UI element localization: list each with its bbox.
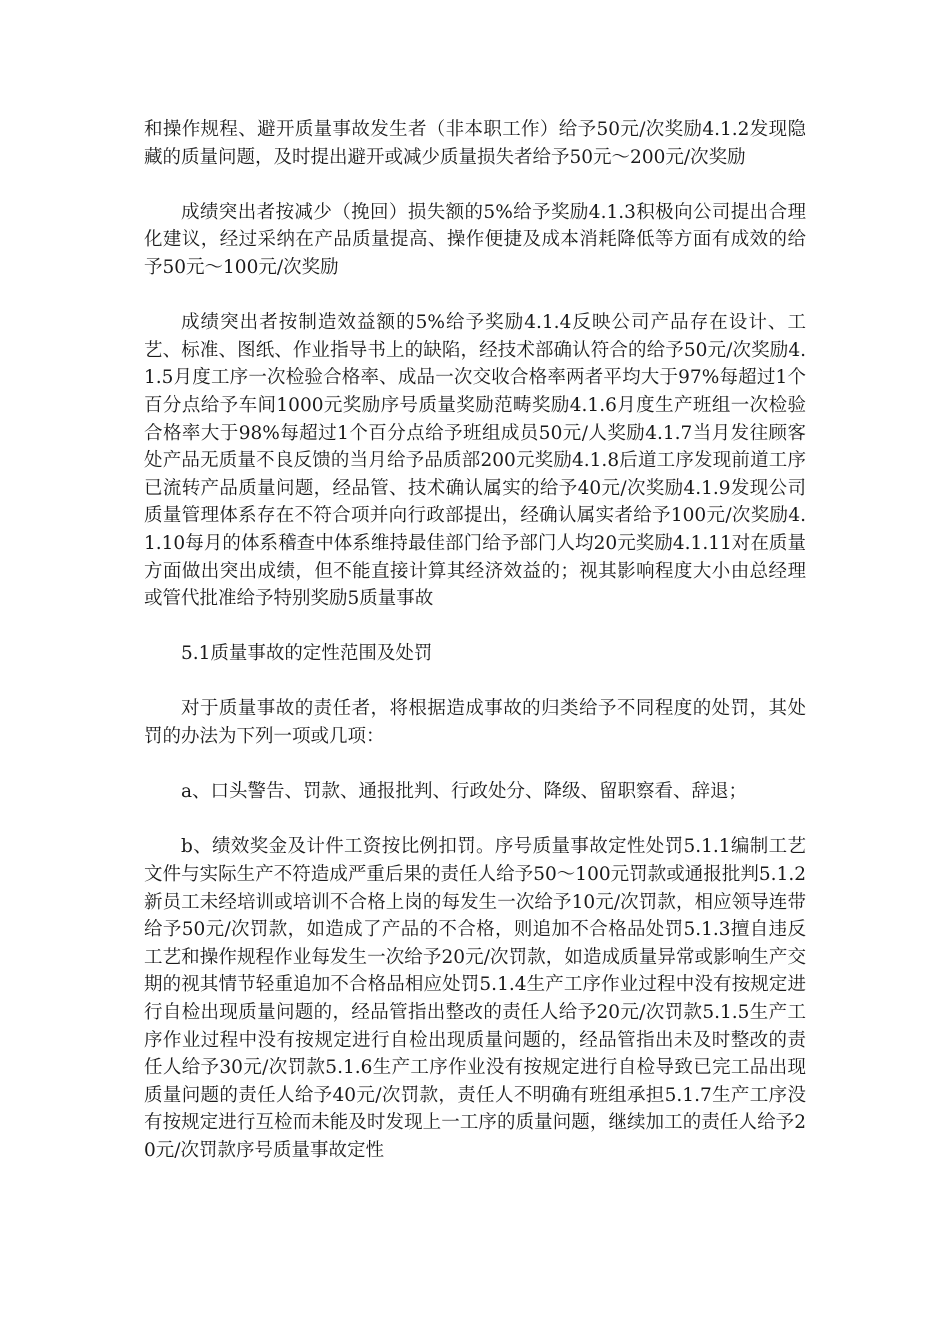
paragraph-5: 对于质量事故的责任者，将根据造成事故的归类给予不同程度的处罚，其处罚的办法为下列一项或几项： [144,698,806,748]
list-item-b: b、绩效奖金及计件工资按比例扣罚。序号质量事故定性处罚5.1.1编制工艺文件与实际生产不符造成严重后果的责任人给予50～100元罚款或通报批判5.1.2新员工未经培训或培训不合格上岗的每发生一次给予10元/次罚款，相应领导连带给予50元/次罚款，如造成了产品的不合格，则追加不合格品处罚5.1.3擅自违反工艺和操作规程作业每发生一次给予20元/次罚款，如造成质量异常或影响生产交期的视其情节轻重追加不合格品相应处罚5.1.4生产工序作业过程中没有按规定进行自检出现质量问题的，经品管指出整改的责任人给予20元/次罚款5.1.5生产工序作业过程中没有按规定进行自检出现质量问题的，经品管指出未及时整改的责任人给予30元/次罚款5.1.6生产工序作业没有按规定进行自检导致已完工品出现质量问题的责任人给予40元/次罚款，责任人不明确有班组承担5.1.7生产工序没有按规定进行互检而未能及时发现上一工序的质量问题，继续加工的责任人给予20元/次罚款序号质量事故定性 [144,836,806,1161]
paragraph-2: 成绩突出者按减少（挽回）损失额的5%给予奖励4.1.3积极向公司提出合理化建议，经过采纳在产品质量提高、操作便捷及成本消耗降低等方面有成效的给予50元～100元/次奖励 [144,201,806,278]
paragraph-3: 成绩突出者按制造效益额的5%给予奖励4.1.4反映公司产品存在设计、工艺、标准、图纸、作业指导书上的缺陷，经技术部确认符合的给予50元/次奖励4.1.5月度工序一次检验合格率、成品一次交收合格率两者平均大于97%每超过1个百分点给予车间1000元奖励序号质量奖励范畴奖励4.1.6月度生产班组一次检验合格率大于98%每超过1个百分点给予班组成员50元/人奖励4.1.7当月发往顾客处产品无质量不良反馈的当月给予品质部200元奖励4.1.8后道工序发现前道工序已流转产品质量问题，经品管、技术确认属实的给予40元/次奖励4.1.9发现公司质量管理体系存在不符合项并向行政部提出，经确认属实者给予100元/次奖励4.1.10每月的体系稽查中体系维持最佳部门给予部门人均20元奖励4.1.11对在质量方面做出突出成绩，但不能直接计算其经济效益的；视其影响程度大小由总经理或管代批准给予特别奖励5质量事故 [144,312,806,610]
section-heading-5-1: 5.1质量事故的定性范围及处罚 [181,643,433,665]
document-body [144,116,806,1192]
list-item-a: a、口头警告、罚款、通报批判、行政处分、降级、留职察看、辞退； [181,781,748,803]
paragraph-1: 和操作规程、避开质量事故发生者（非本职工作）给予50元/次奖励4.1.2发现隐藏的质量问题，及时提出避开或减少质量损失者给予50元～200元/次奖励 [144,119,806,168]
